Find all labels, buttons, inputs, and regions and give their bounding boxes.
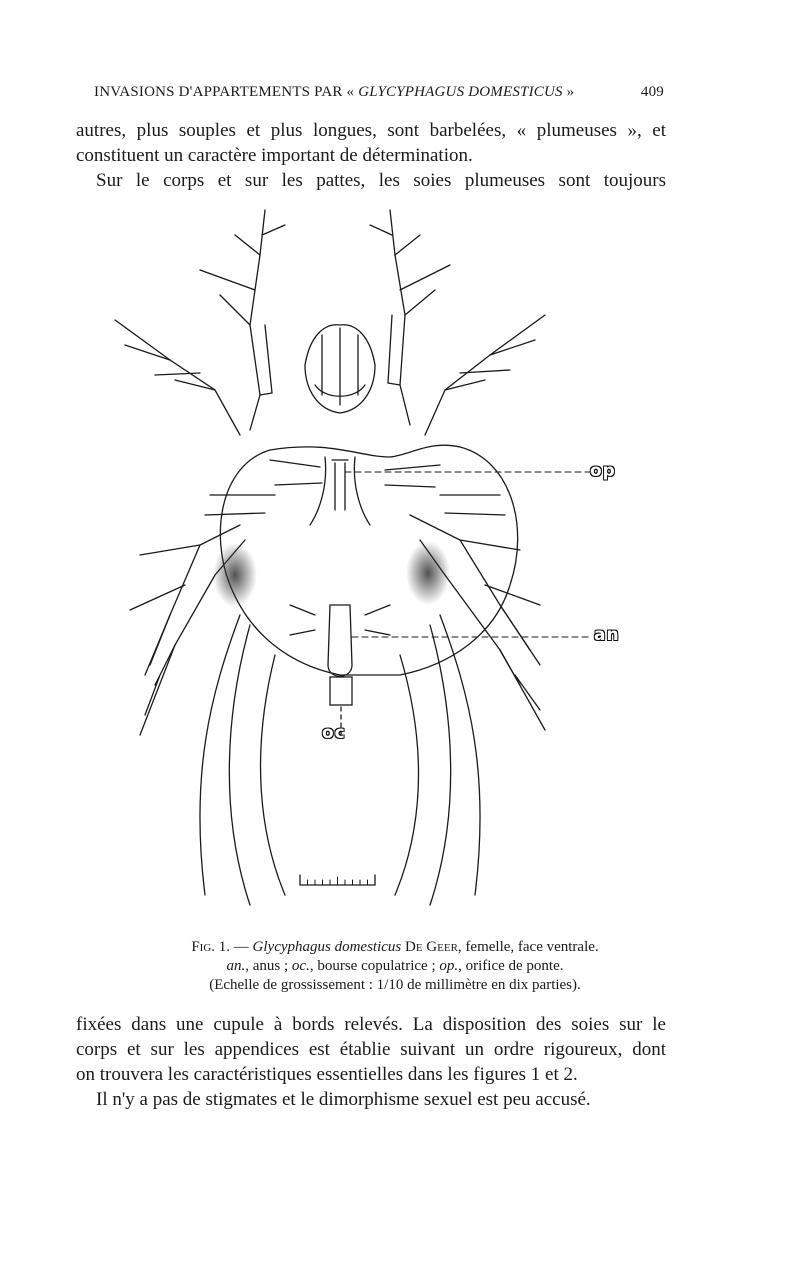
shaded-plate-right xyxy=(406,541,450,605)
mite-figure xyxy=(100,195,680,940)
posterior-setae xyxy=(200,615,480,905)
top-paragraph xyxy=(76,118,666,193)
page-number: 409 xyxy=(640,84,664,100)
caption-author: De Geer xyxy=(401,939,458,955)
bursa-copulatrix xyxy=(330,677,352,705)
caption-abbr-op: op. xyxy=(439,958,459,974)
caption-def-op: , orifice de ponte. xyxy=(458,958,564,974)
text-line: Sur le corps et sur les pattes, les soies plumeuses sont toujours xyxy=(96,170,666,191)
text-line: Il n'y a pas de stigmates et le dimorphisme sexuel est peu accusé. xyxy=(96,1089,591,1110)
caption-abbr-an: an. xyxy=(226,958,246,974)
caption-fig-ref: Fig. 1. — xyxy=(191,939,253,955)
running-title xyxy=(94,84,574,101)
running-title-species: GLYCYPHAGUS DOMESTICUS xyxy=(358,84,563,100)
leg-left-1 xyxy=(250,210,265,430)
caption-abbr-oc: oc. xyxy=(291,958,310,974)
leg-right-1 xyxy=(390,210,410,425)
caption-scale: (Echelle de grossissement : 1/10 de millimètre en dix parties). xyxy=(209,977,581,993)
caption-def-an: , anus ; xyxy=(245,958,292,974)
text-line: constituent un caractère important de détermination. xyxy=(76,145,473,166)
running-head xyxy=(94,84,664,108)
text-line: autres, plus souples et plus longues, sont barbelées, « plumeuses », et xyxy=(76,120,666,141)
text-line: on trouvera les caractéristiques essentielles dans les figures 1 et 2. xyxy=(76,1064,578,1085)
leg-left-2 xyxy=(115,320,240,435)
figure-caption xyxy=(130,938,660,995)
bottom-paragraph xyxy=(76,1012,666,1112)
leg-right-2 xyxy=(425,315,545,435)
label-an: an xyxy=(594,625,620,645)
caption-species: Glycyphagus domesticus xyxy=(252,939,402,955)
running-title-suffix: » xyxy=(562,84,575,100)
label-op: op xyxy=(590,461,616,481)
caption-desc: , femelle, face ventrale. xyxy=(457,939,599,955)
caption-line-2 xyxy=(130,957,660,976)
caption-line-1 xyxy=(130,938,660,957)
anus xyxy=(328,605,352,676)
caption-def-oc: , bourse copulatrice ; xyxy=(309,958,440,974)
label-oc: oc xyxy=(322,723,346,743)
running-title-prefix: INVASIONS D'APPARTEMENTS PAR « xyxy=(94,84,359,100)
mite-illustration xyxy=(100,195,680,940)
text-line: fixées dans une cupule à bords relevés. La disposition des soies sur le xyxy=(76,1014,666,1035)
text-line: corps et sur les appendices est établie suivant un ordre rigoureux, dont xyxy=(76,1039,666,1060)
shaded-plate-left xyxy=(213,543,257,607)
